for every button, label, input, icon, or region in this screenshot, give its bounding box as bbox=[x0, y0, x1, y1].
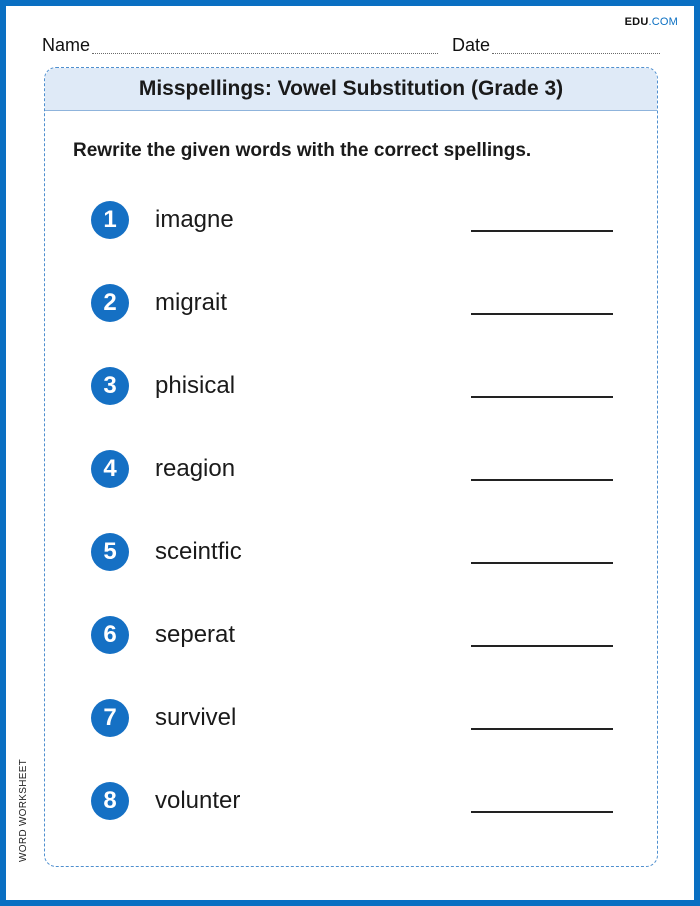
misspelled-word: reagion bbox=[155, 455, 236, 482]
word-item bbox=[45, 201, 657, 284]
brand-logo bbox=[625, 16, 678, 28]
worksheet-title: Misspellings: Vowel Substitution (Grade 3) bbox=[138, 77, 564, 100]
answer-line[interactable] bbox=[471, 313, 613, 315]
name-line[interactable] bbox=[92, 52, 438, 54]
answer-line[interactable] bbox=[471, 479, 613, 481]
instruction-text: Rewrite the given words with the correct spellings. bbox=[73, 140, 532, 161]
item-number-badge: 1 bbox=[91, 201, 129, 239]
misspelled-word: sceintfic bbox=[155, 538, 242, 565]
word-item bbox=[45, 450, 657, 533]
item-number-badge: 5 bbox=[91, 533, 129, 571]
misspelled-word: seperat bbox=[155, 621, 236, 648]
word-item bbox=[45, 533, 657, 616]
item-number-badge: 7 bbox=[91, 699, 129, 737]
item-number-badge: 3 bbox=[91, 367, 129, 405]
date-field[interactable] bbox=[452, 34, 660, 54]
brand-suffix: .COM bbox=[648, 16, 678, 28]
side-label: WORD WORKSHEET bbox=[18, 758, 29, 862]
answer-line[interactable] bbox=[471, 562, 613, 564]
answer-line[interactable] bbox=[471, 396, 613, 398]
item-number-badge: 6 bbox=[91, 616, 129, 654]
word-item bbox=[45, 699, 657, 782]
answer-line[interactable] bbox=[471, 645, 613, 647]
word-item bbox=[45, 284, 657, 367]
misspelled-word: survivel bbox=[155, 704, 237, 731]
answer-line[interactable] bbox=[471, 728, 613, 730]
item-number-badge: 8 bbox=[91, 782, 129, 820]
word-item bbox=[45, 782, 657, 865]
word-list bbox=[45, 201, 657, 865]
worksheet-panel bbox=[44, 67, 658, 867]
word-item bbox=[45, 616, 657, 699]
word-item bbox=[45, 367, 657, 450]
item-number-badge: 4 bbox=[91, 450, 129, 488]
item-number-badge: 2 bbox=[91, 284, 129, 322]
answer-line[interactable] bbox=[471, 811, 613, 813]
misspelled-word: volunter bbox=[155, 787, 241, 814]
brand-main: EDU bbox=[624, 16, 649, 28]
misspelled-word: phisical bbox=[155, 372, 236, 399]
answer-line[interactable] bbox=[471, 230, 613, 232]
date-label: Date bbox=[452, 35, 491, 55]
name-field[interactable] bbox=[42, 34, 438, 54]
name-label: Name bbox=[42, 35, 91, 55]
misspelled-word: migrait bbox=[155, 289, 228, 316]
date-line[interactable] bbox=[492, 52, 660, 54]
misspelled-word: imagne bbox=[155, 206, 234, 233]
title-bar bbox=[45, 68, 657, 111]
